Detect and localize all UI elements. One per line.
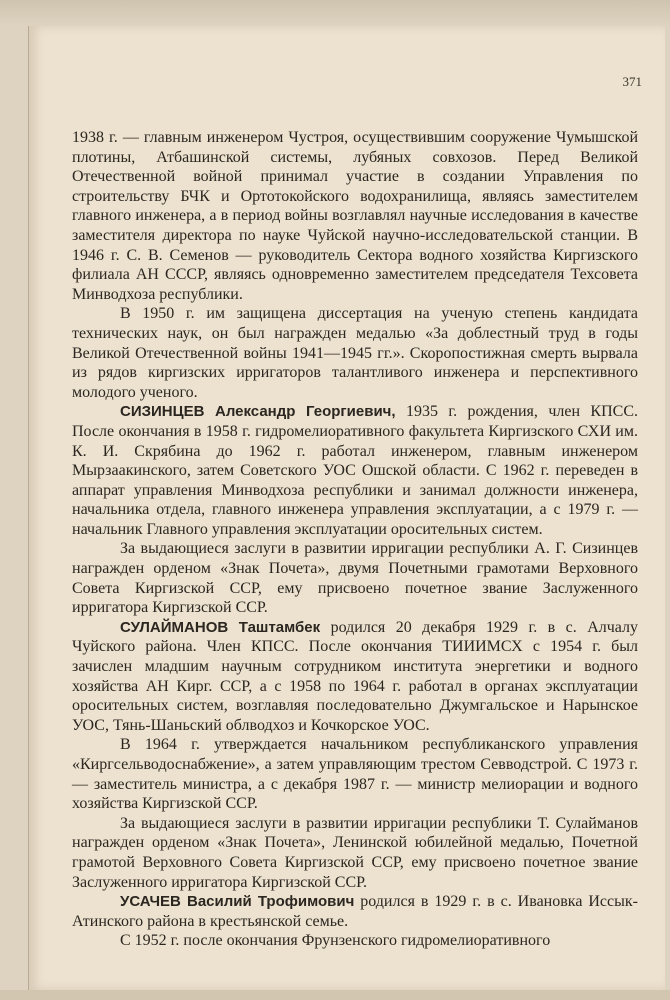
- paragraph-sizintsev-awards: [72, 539, 638, 617]
- person-name-sulaymanov: СУЛАЙМАНОВ Таштамбек: [120, 618, 321, 636]
- paragraph-sulaymanov: [72, 618, 638, 736]
- paragraph-usachev-career: [72, 931, 638, 951]
- scan-top-edge: [0, 0, 670, 26]
- paragraph-1: [72, 128, 638, 304]
- paragraph-sulaymanov-awards: [72, 814, 638, 892]
- paragraph-sizintsev: [72, 402, 638, 539]
- paragraph-usachev-career-text: С 1952 г. после окончания Фрунзенского гидромелиоративного: [120, 932, 551, 950]
- paragraph-sulaymanov-career-text: В 1964 г. утверждается начальником республиканского управления «Киргсельводоснабжение», а затем управляющим трестом Севводстрой. С 1973 г.— заместитель министра, а с декабря 1987 г. — министр мелиорации и водного хозяйства Киргизской ССР.: [72, 736, 638, 813]
- scan-bottom-edge: [0, 990, 670, 1000]
- person-name-usachev: УСАЧЕВ Василий Трофимович: [120, 893, 355, 911]
- paragraph-sulaymanov-awards-text: За выдающиеся заслуги в развитии ирригации республики Т. Сулайманов награжден орденом «Знак Почета», Ленинской юбилейной медалью, Почетной грамотой Верховного Совета Киргизской ССР, ему присвоено почетное звание Заслуженного ирригатора Киргизской ССР.: [72, 814, 638, 891]
- page-text: [72, 128, 638, 951]
- page-number: 371: [622, 74, 642, 89]
- paragraph-sulaymanov-text: родился 20 декабря 1929 г. в с. Алчалу Чуйского района. Член КПСС. После окончания ТИИИМСХ с 1954 г. был зачислен младшим научным сотрудником института энергетики и водного хозяйства АН Кирг. ССР, а с 1958 по 1964 г. работал в органах эксплуатации оросительных систем, возглавляя последовательно Джумгальское и Нарынское УОС, Тянь-Шаньский облводхоз и Кочкорское УОС.: [72, 618, 639, 734]
- paragraph-2: [72, 304, 638, 402]
- paragraph-usachev-text: родился в 1929 г. в с. Ивановка Иссык-Атинского района в крестьянской семье.: [72, 893, 638, 930]
- paragraph-sizintsev-text: 1935 г. рождения, член КПСС. После окончания в 1958 г. гидромелиоративного факультета Киргизского СХИ им. К. И. Скрябина до 1962 г. работал инженером, главным инженером Мырзаакинского, затем Советского УОС Ошской области. С 1962 г. переведен в аппарат управления Минводхоза республики и занимал должности инженера, начальника отдела, главного инженера управления эксплуатации, а с 1979 г. — начальник Главного управления эксплуатации оросительных систем.: [72, 403, 638, 538]
- paragraph-2-text: В 1950 г. им защищена диссертация на ученую степень кандидата технических наук, он был награжден медалью «За доблестный труд в годы Великой Отечественной войны 1941—1945 гг.». Скоропостижная смерть вырвала из рядов киргизских ирригаторов талантливого инженера и перспективного молодого ученого.: [72, 305, 638, 401]
- person-name-sizintsev: СИЗИНЦЕВ Александр Георгиевич,: [120, 403, 396, 421]
- paragraph-sulaymanov-career: [72, 735, 638, 813]
- paragraph-sizintsev-awards-text: За выдающиеся заслуги в развитии ирригации республики А. Г. Сизинцев награжден орденом «Знак Почета», двумя Почетными грамотами Верховного Совета Киргизской ССР, ему присвоено почетное звание Заслуженного ирригатора Киргизской ССР.: [72, 540, 638, 617]
- paragraph-usachev: [72, 892, 638, 931]
- paragraph-1-text: 1938 г. — главным инженером Чустроя, осуществившим сооружение Чумышской плотины, Атбашинской системы, лубяных совхозов. Перед Великой Отечественной войной принимал участие в создании Управления по строительству БЧК и Ортотокойского водохранилища, являясь заместителем главного инженера, а в период войны возглавлял научные исследования в качестве заместителя директора по науке Чуйской научно-исследовательской станции. В 1946 г. С. В. Семенов — руководитель Сектора водного хозяйства Киргизского филиала АН СССР, являясь одновременно заместителем председателя Техсовета Минводхоза республики.: [72, 129, 638, 303]
